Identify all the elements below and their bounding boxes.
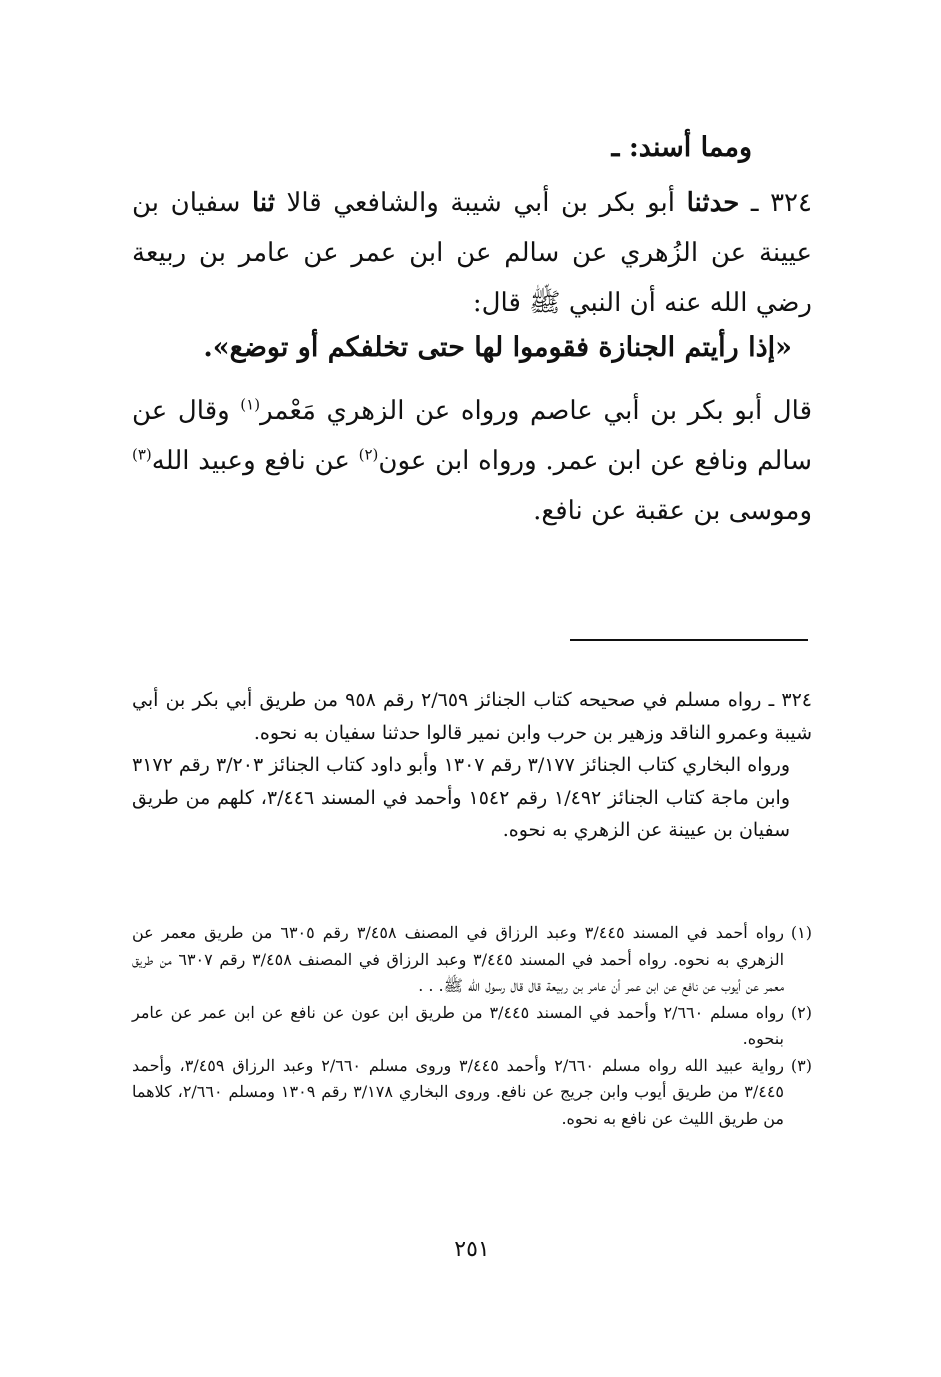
- footnote-3: [132, 1053, 812, 1133]
- footnote-ref-2: (٢): [358, 445, 379, 464]
- hadith-matn: «إذا رأيتم الجنازة فقوموا لها حتى تخلفكم أو توضع».: [203, 332, 792, 363]
- footnote-text: رواه مسلم ٢/٦٦٠ وأحمد في المسند ٣/٤٤٥ من طريق ابن عون عن نافع عن ابن عمر عن عامر بنحوه.: [132, 1002, 785, 1048]
- commentary-part2: وقال عن سالم ونافع عن ابن عمر. ورواه ابن عون: [132, 396, 812, 476]
- footnote-marker: (٣): [790, 1055, 812, 1075]
- takhrij-paragraph-1: ٣٢٤ ـ رواه مسلم في صحيحه كتاب الجنائز ٢/٦٥٩ رقم ٩٥٨ من طريق أبي بكر بن أبي شيبة وعمرو الناقد وزهير بن حرب وابن نمير قالوا حدثنا سفيان به نحوه.: [132, 689, 812, 744]
- footnote-ref-1: (١): [240, 395, 261, 414]
- commentary-paragraph: [132, 386, 812, 536]
- takhrij-notes: [132, 684, 812, 847]
- book-page: [132, 0, 812, 1377]
- commentary-part1: قال أبو بكر بن أبي عاصم ورواه عن الزهري مَعْمر: [260, 396, 812, 426]
- commentary-part3: عن نافع وعبيد الله: [151, 446, 359, 476]
- footnote-marker: (٢): [790, 1002, 812, 1022]
- isnad-text-part2: سفيان بن عيينة عن الزُهري عن سالم عن ابن عمر عن عامر بن ربيعة رضي الله عنه أن النبي ﷺ قال:: [132, 188, 812, 318]
- commentary-part4: وموسى بن عقبة عن نافع.: [533, 496, 812, 526]
- footnote-text: رواية عبيد الله رواه مسلم ٢/٦٦٠ وأحمد ٣/٤٤٥ وروى مسلم ٢/٦٦٠ وعبد الرزاق ٣/٤٥٩، وأحمد ٣/٤٤٥ من طريق أيوب وابن جريج عن نافع. وروى البخاري ٣/١٧٨ رقم ١٣٠٩ ومسلم ٢/٦٦٠، كلاهما من طريق الليث عن نافع به نحوه.: [132, 1055, 785, 1128]
- narration-mid: ثنا: [251, 188, 275, 218]
- footnote-2: [132, 1000, 812, 1053]
- hadith-number: ٣٢٤ ـ: [750, 188, 812, 218]
- narration-lead: حدثنا: [686, 188, 740, 218]
- takhrij-paragraph-2: ورواه البخاري كتاب الجنائز ٣/١٧٧ رقم ١٣٠٧ وأبو داود كتاب الجنائز ٣/٢٠٣ رقم ٣١٧٢ وابن ماجة كتاب الجنائز ١/٤٩٢ رقم ١٥٤٢ وأحمد في المسند ٣/٤٤٦، كلهم من طريق سفيان بن عيينة عن الزهري به نحوه.: [132, 754, 791, 841]
- isnad-paragraph: [132, 178, 812, 328]
- hadith-isnad: [132, 178, 812, 328]
- footnotes: [132, 920, 812, 1132]
- footnote-divider: [570, 639, 808, 641]
- footnote-ref-3: (٣): [132, 445, 152, 464]
- section-heading: ومما أسند: ـ: [611, 132, 752, 163]
- page-number: ٢٥١: [454, 1237, 490, 1262]
- footnote-1: [132, 920, 812, 1000]
- isnad-text-part1: أبو بكر بن أبي شيبة والشافعي قالا: [274, 188, 687, 218]
- footnote-text: رواه أحمد في المسند ٣/٤٤٥ وعبد الرزاق في المصنف ٣/٤٥٨ رقم ٦٣٠٥ من طريق معمر عن الزهري به نحوه. رواه أحمد في المسند ٣/٤٤٥ وعبد الرزاق في المصنف ٣/٤٥٨ رقم ٦٣٠٧ من طريق معمر عن أيوب عن نافع عن ابن عمر أن عامر بن ربيعة قال قال رسول الله ﷺ. . .: [132, 923, 785, 995]
- author-commentary: [132, 386, 812, 536]
- footnote-marker: (١): [790, 923, 812, 942]
